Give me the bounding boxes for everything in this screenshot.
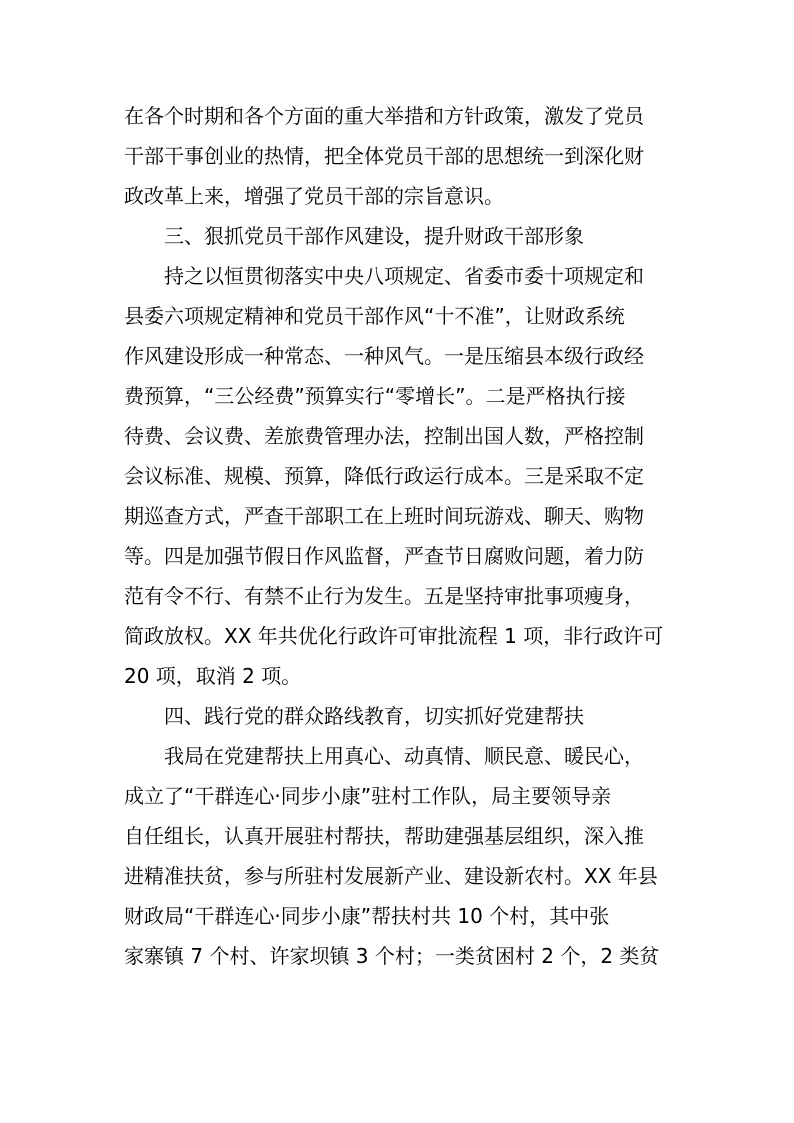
body-text-line: 简政放权。XX 年共优化行政许可审批流程 1 项，非行政许可 — [124, 624, 664, 648]
body-text-line: 在各个时期和各个方面的重大举措和方针政策，激发了党员 — [124, 104, 644, 128]
body-text-line: 范有令不行、有禁不止行为发生。五是坚持审批事项瘦身， — [124, 584, 644, 608]
body-text-line: 费预算，“三公经费”预算实行“零增长”。二是严格执行接 — [124, 384, 626, 408]
section-heading: 三、狠抓党员干部作风建设，提升财政干部形象 — [164, 224, 584, 248]
body-text-line: 县委六项规定精神和党员干部作风“十不准”，让财政系统 — [124, 304, 625, 328]
body-text-line: 进精准扶贫，参与所驻村发展新产业、建设新农村。XX 年县 — [124, 864, 658, 888]
document-body — [124, 96, 684, 976]
body-text-line: 期巡查方式，严查干部职工在上班时间玩游戏、聊天、购物 — [124, 504, 644, 528]
body-text-line: 作风建设形成一种常态、一种风气。一是压缩县本级行政经 — [124, 344, 644, 368]
body-text-line: 我局在党建帮扶上用真心、动真情、顺民意、暖民心， — [164, 744, 644, 768]
body-text-line: 会议标准、规模、预算，降低行政运行成本。三是采取不定 — [124, 464, 644, 488]
body-text-line: 持之以恒贯彻落实中央八项规定、省委市委十项规定和 — [164, 264, 644, 288]
body-text-line: 自任组长，认真开展驻村帮扶，帮助建强基层组织，深入推 — [124, 824, 644, 848]
body-text-line: 政改革上来，增强了党员干部的宗旨意识。 — [124, 184, 504, 208]
body-text-line: 家寨镇 7 个村、许家坝镇 3 个村；一类贫困村 2 个，2 类贫 — [124, 944, 660, 968]
body-text-line: 财政局“干群连心·同步小康”帮扶村共 10 个村，其中张 — [124, 904, 610, 928]
body-text-line: 20 项，取消 2 项。 — [124, 664, 302, 688]
body-text-line: 待费、会议费、差旅费管理办法，控制出国人数，严格控制 — [124, 424, 644, 448]
body-text-line: 等。四是加强节假日作风监督，严查节日腐败问题，着力防 — [124, 544, 644, 568]
section-heading: 四、践行党的群众路线教育，切实抓好党建帮扶 — [164, 704, 584, 728]
body-text-line: 成立了“干群连心·同步小康”驻村工作队，局主要领导亲 — [124, 784, 612, 808]
body-text-line: 干部干事创业的热情，把全体党员干部的思想统一到深化财 — [124, 144, 644, 168]
